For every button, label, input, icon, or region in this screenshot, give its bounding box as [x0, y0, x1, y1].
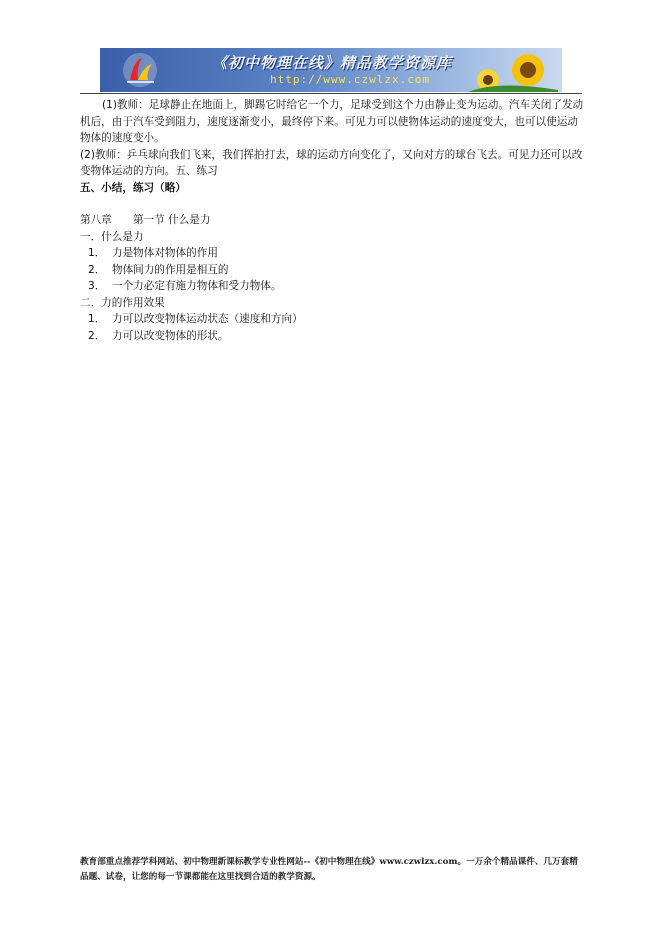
header-divider [80, 93, 582, 94]
section-summary-heading: 五、小结，练习（略） [80, 181, 186, 194]
list-item: 1． 力可以改变物体运动状态（速度和方向） [88, 313, 303, 325]
banner-url: http://www.czwlzx.com [270, 73, 431, 86]
list-item: 2． 力可以改变物体的形状。 [88, 329, 229, 342]
list-item: 3． 一个力必定有施力物体和受力物体。 [88, 280, 282, 292]
site-logo-icon [122, 52, 158, 88]
chapter-heading: 第八章 第一节 什么是力 [80, 214, 211, 226]
sunflower-icon [468, 50, 558, 92]
heading-what-is-force: 一．什么是力 [80, 230, 144, 243]
document-body [80, 97, 585, 344]
heading-force-effects: 二．力的作用效果 [80, 296, 165, 309]
header-banner [100, 48, 562, 92]
page-footer: 教育部重点推荐学科网站、初中物理新课标教学专业性网站--《初中物理在线》www.czwlzx.com。一万余个精品课件、几万套精品题、试卷，让您的每一节课都能在这里找到合适的教学资源。 [80, 857, 578, 882]
list-item: 2． 物体间力的作用是相互的 [88, 263, 229, 276]
paragraph-1: (1)教师：足球静止在地面上，脚踢它时给它一个力，足球受到这个力由静止变为运动。汽车关闭了发动机后，由于汽车受到阻力，速度逐渐变小，最终停下来。可见力可以使物体运动的速度变大，也可以使运动物体的速度变小。 [80, 99, 584, 144]
paragraph-2: (2)教师：乒乓球向我们飞来，我们挥拍打去，球的运动方向变化了，又向对方的球台飞去。可见力还可以改变物体运动的方向。五、练习 [80, 148, 583, 177]
banner-title: 《初中物理在线》精品教学资源库 [212, 54, 453, 72]
list-item: 1． 力是物体对物体的作用 [88, 247, 218, 259]
